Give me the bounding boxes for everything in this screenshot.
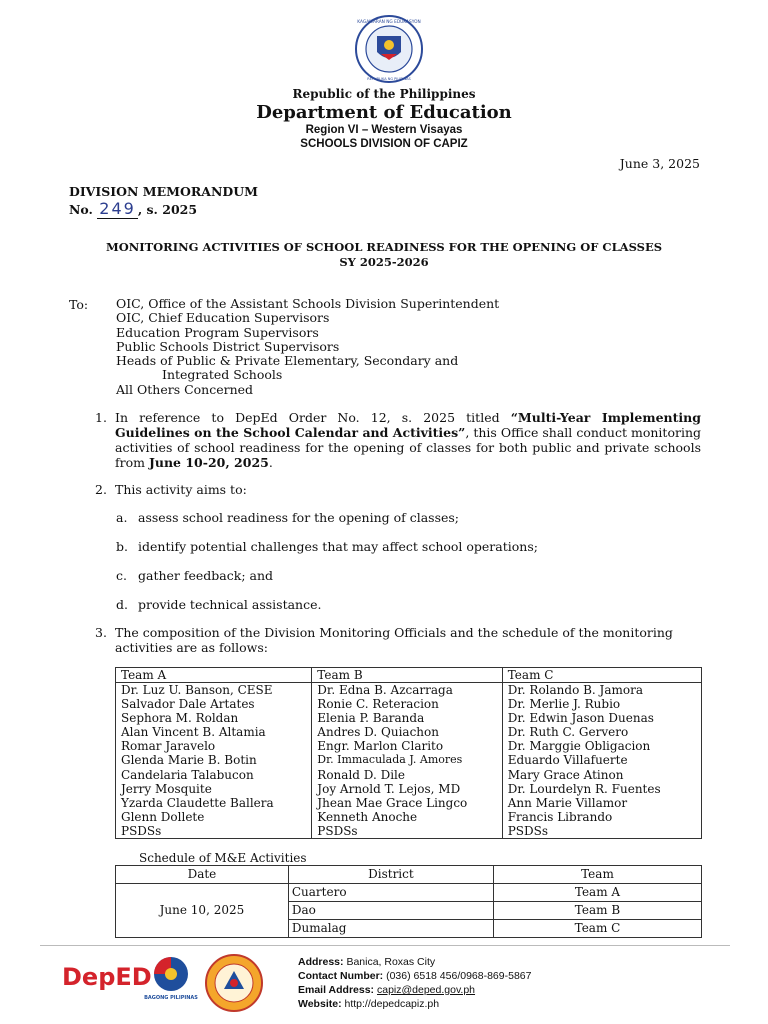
table-header-row bbox=[116, 866, 702, 884]
team-member: PSDSs bbox=[121, 823, 162, 838]
contact-block bbox=[298, 955, 531, 1011]
team-member: Dr. Rolando B. Jamora bbox=[507, 683, 644, 697]
paragraph-number: 2. bbox=[95, 482, 107, 497]
para1-text-a: In reference to DepEd Order No. 12, s. 2025 titled bbox=[115, 410, 511, 425]
website-label: Website: bbox=[298, 998, 342, 1010]
table-header-row bbox=[116, 668, 702, 683]
recipient-item: Education Program Supervisors bbox=[116, 324, 319, 340]
schedule-caption: Schedule of M&E Activities bbox=[139, 851, 307, 865]
contact-value: (036) 6518 456/0968-869-5867 bbox=[386, 970, 532, 982]
memo-title: DIVISION MEMORANDUM bbox=[69, 184, 258, 199]
recipient-item: Integrated Schools bbox=[162, 367, 283, 383]
memo-no-label: No. bbox=[69, 202, 93, 217]
website-link[interactable]: http://depedcapiz.ph bbox=[344, 998, 440, 1010]
bp-logo-text: BAGONG PILIPINAS bbox=[144, 995, 198, 1001]
aim-item bbox=[116, 568, 273, 583]
deped-seal-logo bbox=[354, 14, 424, 84]
deped-logo-text: DepED bbox=[62, 963, 152, 991]
team-member: Dr. Edwin Jason Duenas bbox=[507, 711, 654, 726]
address-label: Address: bbox=[298, 956, 344, 968]
team-member: Romar Jaravelo bbox=[121, 739, 216, 754]
header-republic: Republic of the Philippines bbox=[292, 87, 476, 101]
team-member: Glenda Marie B. Botin bbox=[121, 753, 257, 768]
schedule-team: Team C bbox=[493, 920, 701, 938]
schedule-district: Dao bbox=[288, 902, 493, 920]
email-link[interactable]: capiz@deped.gov.ph bbox=[376, 984, 476, 996]
team-member: Engr. Marlon Clarito bbox=[317, 739, 444, 754]
contact-label: Contact Number: bbox=[298, 970, 384, 982]
footer-divider bbox=[40, 945, 730, 946]
team-member: Alan Vincent B. Altamia bbox=[121, 725, 266, 740]
aim-text: identify potential challenges that may affect school operations; bbox=[138, 539, 538, 554]
table-row bbox=[116, 683, 702, 839]
team-member: Eduardo Villafuerte bbox=[507, 753, 628, 768]
header-division: SCHOOLS DIVISION OF CAPIZ bbox=[300, 138, 468, 150]
team-member: Candelaria Talabucon bbox=[121, 767, 254, 782]
team-member: Ronald D. Dile bbox=[317, 767, 405, 782]
memo-number-handwritten: 249 bbox=[99, 199, 136, 218]
contact-line bbox=[298, 969, 531, 983]
schedule-district: Cuartero bbox=[288, 884, 493, 902]
recipient-item: Heads of Public & Private Elementary, Secondary and bbox=[116, 353, 459, 369]
paragraph-number: 3. bbox=[95, 625, 107, 640]
email-line bbox=[298, 983, 531, 997]
para1-text-c: , this Office shall conduct monitoring activities of school readiness for the opening of classes for both public and private schools from bbox=[115, 425, 701, 470]
subject-line-1: MONITORING ACTIVITIES OF SCHOOL READINESS FOR THE OPENING OF CLASSES bbox=[105, 240, 663, 254]
team-member: Ronie C. Reteracion bbox=[317, 697, 439, 712]
team-member: Dr. Ruth C. Gervero bbox=[507, 725, 629, 740]
to-label: To: bbox=[69, 297, 89, 312]
recipient-item: Public Schools District Supervisors bbox=[116, 338, 340, 354]
memo-date: June 3, 2025 bbox=[619, 156, 700, 171]
para1-text-e: . bbox=[268, 455, 273, 470]
team-member: Dr. Luz U. Banson, CESE bbox=[121, 683, 273, 697]
header-department: Department of Education bbox=[256, 102, 512, 123]
team-member: Dr. Merlie J. Rubio bbox=[507, 697, 621, 712]
team-member: Dr. Lourdelyn R. Fuentes bbox=[507, 781, 661, 796]
team-member: Glenn Dollete bbox=[121, 809, 205, 824]
team-b-members bbox=[312, 683, 502, 839]
para3-text: The composition of the Division Monitoring Officials and the schedule of the monitoring activities are as follows: bbox=[115, 625, 673, 655]
para1-order-title: “Multi-Year Implementing Guidelines on the School Calendar and Activities” bbox=[115, 410, 701, 440]
schedule-team-header: Team bbox=[493, 866, 701, 884]
memo-series: , s. 2025 bbox=[137, 202, 198, 217]
header-region: Region VI – Western Visayas bbox=[305, 124, 463, 136]
recipient-item: OIC, Chief Education Supervisors bbox=[116, 310, 330, 326]
table-row bbox=[116, 884, 702, 902]
team-member: PSDSs bbox=[507, 823, 549, 838]
aim-letter: c. bbox=[116, 568, 127, 583]
schedule-date-header: Date bbox=[116, 866, 289, 884]
team-member: Francis Librando bbox=[507, 809, 613, 824]
aim-item bbox=[116, 597, 321, 612]
team-a-header: Team A bbox=[116, 668, 312, 683]
team-a-members bbox=[116, 683, 312, 839]
team-member: Jhean Mae Grace Lingco bbox=[317, 795, 468, 810]
team-member: Elenia P. Baranda bbox=[317, 711, 425, 726]
teams-table bbox=[115, 667, 702, 839]
team-member: Ann Marie Villamor bbox=[507, 795, 628, 810]
team-member: Dr. Edna B. Azcarraga bbox=[317, 683, 453, 697]
aim-letter: b. bbox=[116, 539, 128, 554]
schedule-district-header: District bbox=[288, 866, 493, 884]
website-line bbox=[298, 997, 531, 1011]
address-value: Banica, Roxas City bbox=[346, 956, 436, 968]
memo-subject bbox=[60, 240, 708, 270]
recipient-item: OIC, Office of the Assistant Schools Division Superintendent bbox=[116, 296, 500, 311]
seal-subtext: REPUBLIKA NG PILIPINAS bbox=[367, 77, 411, 81]
address-line bbox=[298, 955, 531, 969]
email-label: Email Address: bbox=[298, 984, 375, 996]
deped-logo bbox=[62, 963, 152, 991]
bagong-pilipinas-logo bbox=[144, 955, 198, 1001]
aim-letter: a. bbox=[116, 510, 128, 525]
team-c-members bbox=[502, 683, 701, 839]
schedule-table bbox=[115, 865, 702, 938]
team-c-header: Team C bbox=[502, 668, 701, 683]
seal-text: KAGAWARAN NG EDUKASYON bbox=[357, 20, 421, 25]
team-member: Mary Grace Atinon bbox=[507, 767, 624, 782]
team-member: Jerry Mosquite bbox=[121, 781, 212, 796]
aim-text: gather feedback; and bbox=[138, 568, 274, 583]
subject-line-2: SY 2025-2026 bbox=[339, 255, 429, 269]
paragraph-1 bbox=[95, 410, 701, 470]
recipient-list bbox=[116, 297, 499, 397]
division-logo bbox=[204, 953, 264, 1013]
paragraph-3 bbox=[95, 625, 701, 655]
team-b-header: Team B bbox=[312, 668, 502, 683]
aim-item bbox=[116, 539, 538, 554]
team-member: Salvador Dale Artates bbox=[121, 697, 255, 712]
team-member: Sephora M. Roldan bbox=[121, 711, 239, 726]
team-member: Dr. Immaculada J. Amores bbox=[317, 753, 463, 767]
para2-text: This activity aims to: bbox=[115, 482, 247, 497]
recipient-item: All Others Concerned bbox=[116, 381, 254, 397]
schedule-team: Team A bbox=[493, 884, 701, 902]
aim-text: provide technical assistance. bbox=[138, 597, 322, 612]
team-member: Dr. Marggie Obligacion bbox=[507, 739, 651, 754]
aim-item bbox=[116, 510, 459, 525]
schedule-district: Dumalag bbox=[288, 920, 493, 938]
paragraph-2 bbox=[95, 482, 701, 497]
team-member: Andres D. Quiachon bbox=[317, 725, 439, 740]
aim-text: assess school readiness for the opening of classes; bbox=[138, 510, 460, 525]
aim-letter: d. bbox=[116, 597, 128, 612]
team-member: PSDSs bbox=[317, 823, 358, 838]
para1-dates: June 10-20, 2025 bbox=[148, 455, 269, 470]
schedule-team: Team B bbox=[493, 902, 701, 920]
team-member: Kenneth Anoche bbox=[317, 809, 418, 824]
team-member: Yzarda Claudette Ballera bbox=[121, 795, 274, 810]
schedule-date: June 10, 2025 bbox=[116, 884, 289, 938]
paragraph-number: 1. bbox=[95, 410, 107, 425]
team-member: Joy Arnold T. Lejos, MD bbox=[317, 781, 461, 796]
memo-number-line bbox=[69, 199, 197, 218]
